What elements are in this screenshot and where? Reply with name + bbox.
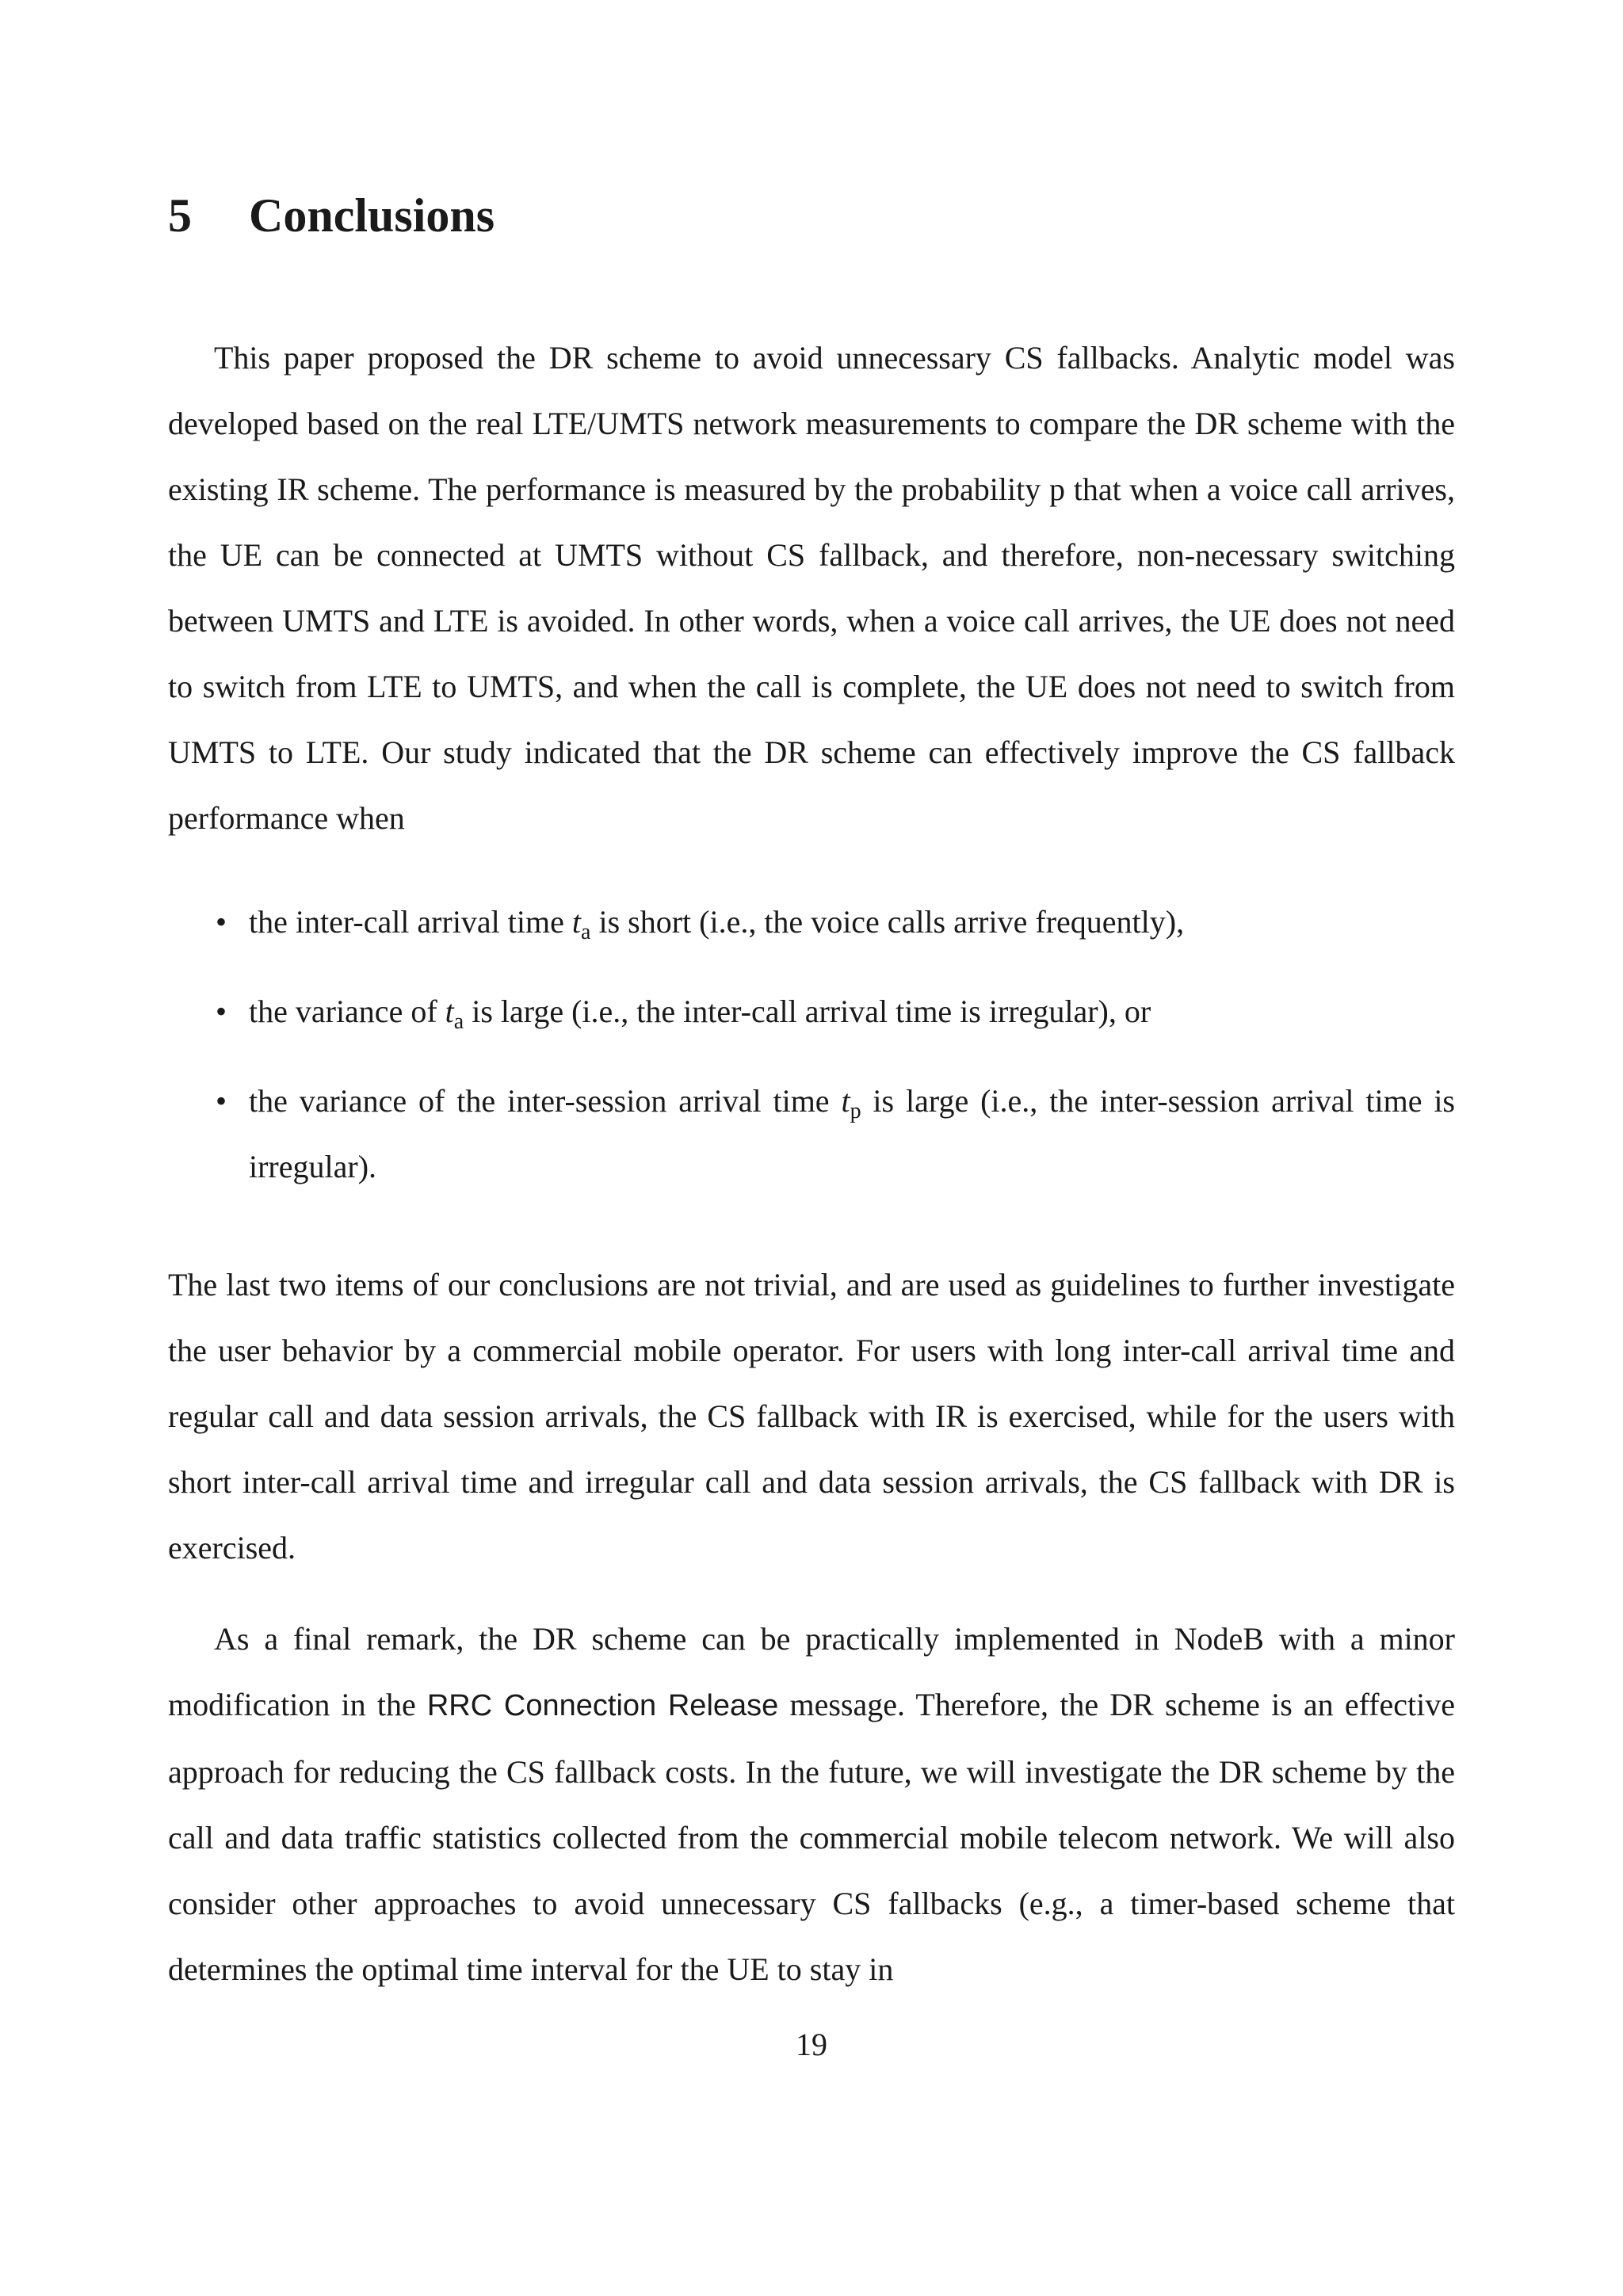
- math-subscript: a: [453, 1009, 464, 1034]
- list-item: [168, 1068, 1455, 1199]
- bullet-icon: •: [216, 994, 227, 1029]
- bullet-icon: •: [216, 904, 227, 940]
- list-item-text-start: the variance of the inter-session arrival time: [249, 1083, 842, 1119]
- list-item-text-end: is short (i.e., the voice calls arrive frequently),: [590, 904, 1185, 940]
- list-item: [168, 889, 1455, 955]
- final-remark-text-end: message. Therefore, the DR scheme is an effective approach for reducing the CS fallback costs. In the future, we will investigate the DR scheme by the call and data traffic statistics collected from the commercial mobile telecom network. We will also consider other approaches to avoid unnecessary CS fallbacks (e.g., a timer-based scheme that determines the optimal time interval for the UE to stay in: [168, 1687, 1455, 1987]
- list-item: [168, 978, 1455, 1044]
- list-item-text-start: the inter-call arrival time: [249, 904, 572, 940]
- bullet-icon: •: [216, 1083, 227, 1119]
- guidelines-paragraph: The last two items of our conclusions are not trivial, and are used as guidelines to further investigate the user behavior by a commercial mobile operator. For users with long inter-call arrival time and regular call and data session arrivals, the CS fallback with IR is exercised, while for the users with short inter-call arrival time and irregular call and data session arrivals, the CS fallback with DR is exercised.: [168, 1267, 1455, 1566]
- intro-paragraph: This paper proposed the DR scheme to avoid unnecessary CS fallbacks. Analytic model was developed based on the real LTE/UMTS network measurements to compare the DR scheme with the existing IR scheme. The performance is measured by the probability p that when a voice call arrives, the UE can be connected at UMTS without CS fallback, and therefore, non-necessary switching between UMTS and LTE is avoided. In other words, when a voice call arrives, the UE does not need to switch from LTE to UMTS, and when the call is complete, the UE does not need to switch from UMTS to LTE. Our study indicated that the DR scheme can effectively improve the CS fallback performance when: [168, 340, 1455, 836]
- conclusion-list: [168, 889, 1455, 1199]
- math-subscript: p: [850, 1099, 861, 1123]
- section-heading: [168, 187, 495, 244]
- list-item-text-end: is large (i.e., the inter-session arrival time is irregular).: [249, 1083, 1455, 1184]
- math-variable: t: [445, 994, 454, 1029]
- math-variable: t: [841, 1083, 850, 1119]
- list-item-text-end: is large (i.e., the inter-call arrival time is irregular), or: [464, 994, 1151, 1029]
- section-title: Conclusions: [249, 189, 495, 242]
- section-number: 5: [168, 189, 192, 242]
- list-item-text-start: the variance of: [249, 994, 445, 1029]
- final-remark-paragraph: [168, 1606, 1455, 2002]
- math-subscript: a: [581, 920, 591, 944]
- final-remark-text-start: As a final remark, the DR scheme can be practically implemented in NodeB with a minor modification in the: [168, 1621, 1455, 1722]
- message-name: RRC Connection Release: [426, 1689, 779, 1722]
- page-number: 19: [796, 2027, 827, 2062]
- math-variable: t: [571, 904, 582, 940]
